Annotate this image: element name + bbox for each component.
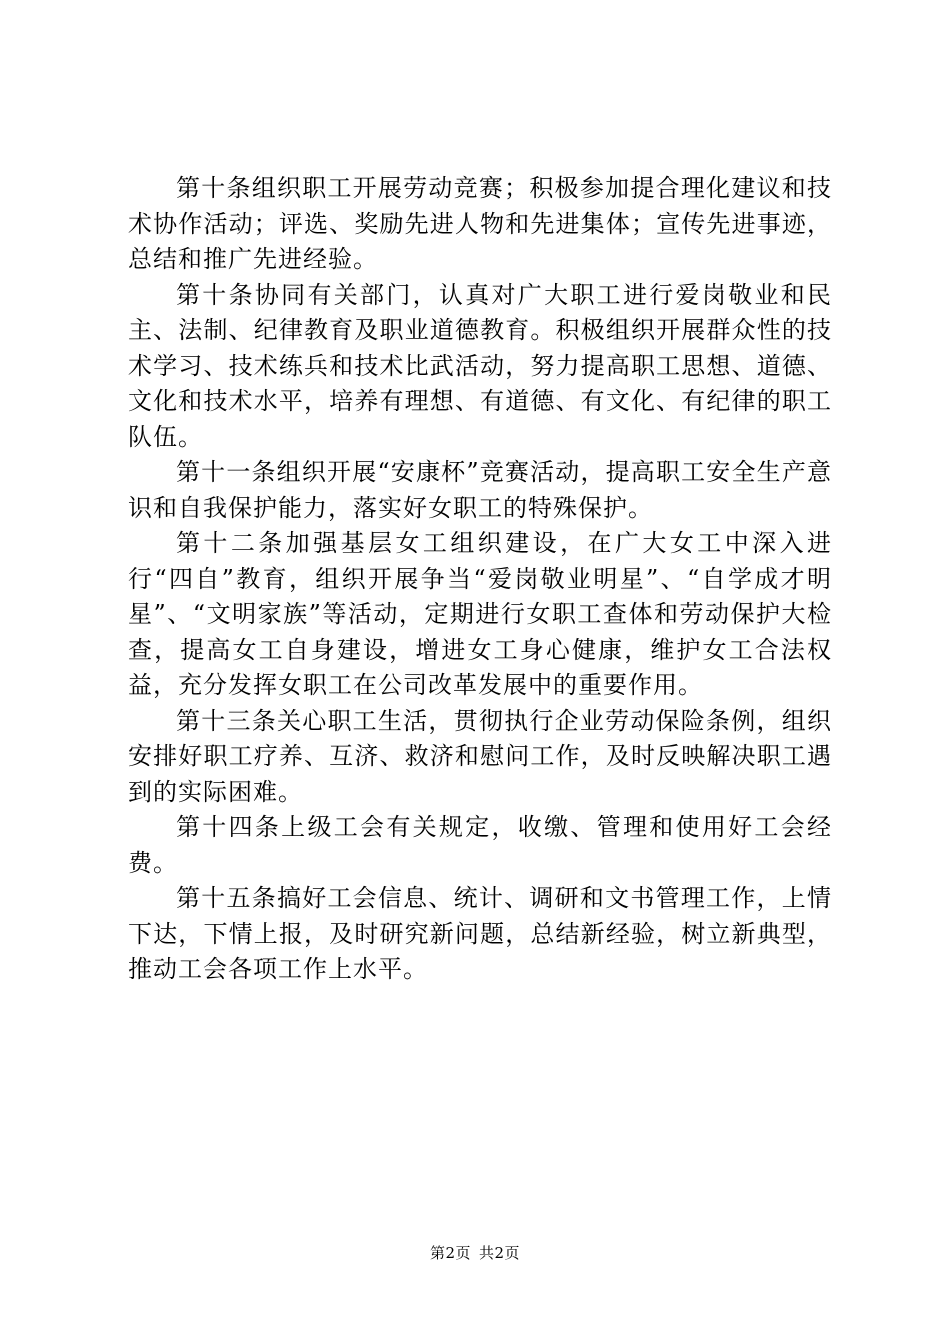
article-13-welfare: 第十三条关心职工生活，贯彻执行企业劳动保险条例，组织安排好职工疗养、互济、救济和慰问工作，及时反映解决职工遇到的实际困难。 [128, 706, 832, 806]
article-10-education: 第十条协同有关部门，认真对广大职工进行爱岗敬业和民主、法制、纪律教育及职业道德教育。积极组织开展群众性的技术学习、技术练兵和技术比武活动，努力提高职工思想、道德、文化和技术水平，培养有理想、有道德、有文化、有纪律的职工队伍。 [128, 280, 832, 451]
page-footer [0, 1243, 950, 1263]
article-10-competition: 第十条组织职工开展劳动竞赛；积极参加提合理化建议和技术协作活动；评选、奖励先进人物和先进集体；宣传先进事迹，总结和推广先进经验。 [128, 174, 832, 273]
article-11-safety: 第十一条组织开展“安康杯”竞赛活动，提高职工安全生产意识和自我保护能力，落实好女职工的特殊保护。 [128, 458, 832, 522]
article-14-funds: 第十四条上级工会有关规定，收缴、管理和使用好工会经费。 [128, 813, 832, 877]
page-total: 共2页 [479, 1244, 521, 1262]
article-15-information: 第十五条搞好工会信息、统计、调研和文书管理工作，上情下达，下情上报，及时研究新问题，总结新经验，树立新典型，推动工会各项工作上水平。 [128, 884, 832, 983]
document-body [128, 171, 832, 988]
page-number: 第2页 [429, 1244, 471, 1262]
article-12-female-workers: 第十二条加强基层女工组织建设，在广大女工中深入进行“四自”教育，组织开展争当“爱岗敬业明星”、“自学成才明星”、“文明家族”等活动，定期进行女职工查体和劳动保护大检查，提高女工自身建设，增进女工身心健康，维护女工合法权益，充分发挥女职工在公司改革发展中的重要作用。 [128, 529, 832, 699]
